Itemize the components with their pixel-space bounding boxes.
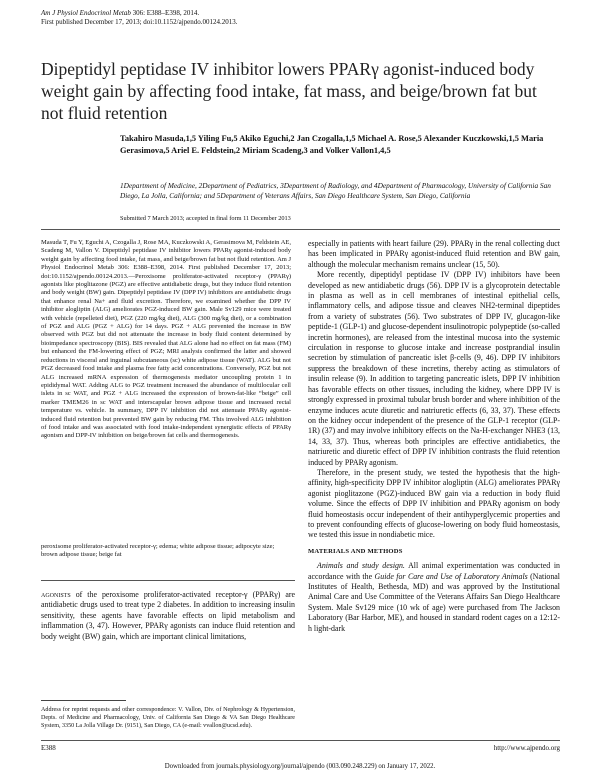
page-number: E388 bbox=[41, 744, 56, 752]
subsection-heading: Animals and study design. bbox=[317, 561, 405, 571]
footnote-rule bbox=[41, 700, 126, 701]
intro-paragraph: of the peroxisome proliferator-activated receptor-γ (PPARγ) are antidiabetic drugs used to treat type 2 diabetes. In addition to increasing insulin sensitivity, these agents have favorable effects on lipid metabolism and inflammation (3, 47). However, PPARγ agonists can induce fluid retention and body weight (BW) gain, which are important clinical limitations, bbox=[41, 590, 295, 641]
journal-link[interactable]: http://www.ajpendo.org bbox=[493, 744, 560, 752]
right-column bbox=[308, 239, 560, 634]
article-title: Dipeptidyl peptidase IV inhibitor lowers PPARγ agonist-induced body weight gain by affecting food intake, fat mass, and beige/brown fat but not fluid retention bbox=[41, 59, 537, 123]
divider bbox=[41, 740, 560, 741]
divider bbox=[41, 229, 560, 230]
journal-ref-tail: 306: E388–E398, 2014. bbox=[130, 9, 200, 17]
journal-ref: Am J Physiol Endocrinol Metab bbox=[41, 9, 131, 17]
keywords-text: peroxisome proliferator-activated receptor-γ; edema; white adipose tissue; adipocyte size; brown adipose tissue; beige fat bbox=[41, 543, 275, 559]
correspondence-footnote bbox=[41, 700, 295, 730]
guide-title: Guide for Care and Use of Laboratory Animals bbox=[374, 571, 528, 581]
methods-text-cont: (National Institutes of Health, Bethesda, MD) and was approved by the Institutional Animal Care and Use Committee of the Veterans Affairs San Diego Healthcare System. Male Sv129 mice (10 wk of age) were purchased from The Jackson Laboratory (Bar Harbor, ME), and housed in standard rodent cages on a 12:12-h light-dark bbox=[308, 571, 560, 633]
paragraph: More recently, dipeptidyl peptidase IV (DPP IV) inhibitors have been developed as new antidiabetic drugs (56). DPP IV is a glycoprotein detectable in plasma as well as in cell membranes of intestinal epithelial cells, inflammatory cells, and adipose tissue and cleaves NH2-terminal dipeptides from a variety of substrates (56). Two substrates of DPP IV, glucagon-like peptide-1 (GLP-1) and glucose-dependent insulinotropic polypeptide (so-called incretin hormones), are released from the intestinal mucosa into the systemic circulation in response to glucose intake and increase postprandial insulin secretion by stimulation of pancreatic islet β-cells (9, 46). DPP IV inhibitors suppress the breakdown of these incretins, thereby acting as stimulators of insulin release (9). In addition to targeting pancreatic islets, DPP IV inhibition has favorable effects on other tissues, including the kidney, where DPP IV is strongly expressed in proximal tubular brush border and where inhibition of the enzyme induces acute diuretic and natriuretic effects (6, 33, 37). These effects on the kidney occur independent of the presence of the GLP-1 receptor (GLP-1R) (37) and may involve inhibitory effects on the Na-H-exchanger NHE3 (13, 14, 33, 37). Thus, whereas both principles are effective antidiabetics, the natriuretic and diuretic effect of DPP IV inhibition contrasts the fluid retention induced by PPARγ agonism. bbox=[308, 270, 560, 467]
divider bbox=[41, 580, 295, 581]
download-notice: Downloaded from journals.physiology.org/journal/ajpendo (003.090.248.229) on January 17, 2022. bbox=[164, 763, 436, 770]
intro-first-word: agonists bbox=[41, 590, 71, 599]
abstract-text: Masuda T, Fu Y, Eguchi A, Czogalla J, Rose MA, Kuczkowski A, Gerasimova M, Feldstein AE, Scadeng M, Vallon V. Dipeptidyl peptidase IV inhibitor lowers PPARγ agonist-induced body weight gain by affecting food intake, fat mass, and beige/brown fat but not fluid retention. Am J Physiol Endocrinol Metab 306: E388–E398, 2014. First published December 17, 2013; doi:10.1152/ajpendo.00124.2013.—Peroxisome proliferator-activated receptor-γ (PPARγ) agonists like pioglitazone (PGZ) are effective antidiabetic drugs, but they induce fluid retention and body weight (BW) gain. Dipeptidyl peptidase IV (DPP IV) inhibitors are antidiabetic drugs that enhance renal Na+ and fluid excretion. Therefore, we examined whether the DPP IV inhibitor alogliptin (ALG) ameliorates PGZ-induced BW gain. Male Sv129 mice were treated with vehicle (repelleted diet), PGZ (220 mg/kg diet), ALG (300 mg/kg diet), or a combination of PGZ and ALG (PGZ + ALG) for 14 days. PGZ + ALG prevented the increase in BW observed with PGZ but did not attenuate the increase in body fluid content determined by bioimpedance spectroscopy (BIS). BIS revealed that ALG alone had no effect on fat mass (FM) but enhanced the FM-lowering effect of PGZ; MRI analysis confirmed the latter and showed reductions in visceral and inguinal subcutaneous (sc) white adipose tissue (WAT). ALG but not PGZ decreased food intake and plasma free fatty acid concentrations. Conversely, PGZ but not ALG increased mRNA expression of thermogenesis mediator uncoupling protein 1 in epididymal WAT. Adding ALG to PGZ treatment increased the abundance of multilocular cell islets in sc WAT, and PGZ + ALG increased the expression of brown-fat-like “beige” cell marker TMEM26 in sc WAT and interscapular brown adipose tissue and increased rectal temperature vs. vehicle. In summary, DPP IV inhibition did not attenuate PPARγ agonist-induced fluid retention but prevented BW gain by reducing FM. This involved ALG inhibition of food intake and was associated with food intake-independent synergistic effects of PPARγ agonism and DPP-IV inhibition on beige/brown fat cells and thermogenesis. bbox=[41, 239, 291, 440]
affiliations: 1Department of Medicine, 2Department of Pediatrics, 3Department of Radiology, and 4Department of Pharmacology, University of California San Diego, La Jolla, California; and 5Department of Veterans Affairs, San Diego Healthcare System, San Diego, California bbox=[120, 181, 551, 200]
abstract bbox=[41, 239, 291, 441]
keywords bbox=[41, 543, 291, 560]
submission-dates: Submitted 7 March 2013; accepted in final form 11 December 2013 bbox=[120, 215, 291, 222]
methods-text: All animal experimentation was conducted in accordance with the bbox=[308, 561, 560, 581]
publication-line: First published December 17, 2013; doi:10.1152/ajpendo.00124.2013. bbox=[41, 18, 238, 26]
paragraph: Therefore, in the present study, we tested the hypothesis that the high-affinity, high-specificity DPP IV inhibitor alogliptin (ALG) ameliorates PPARγ agonist pioglitazone (PGZ)-induced BW gain via a reduction in body fluid volume. Since the effects of DPP IV inhibition and PPARγ agonism on body fluid homeostasis occur independent of their antihyperglycemic properties and to prevent confounding effects of glucose-lowering on body fluid homeostasis, we tested this issue in nondiabetic mice. bbox=[308, 467, 560, 540]
paragraph: especially in patients with heart failure (29). PPARγ in the renal collecting duct has been implicated in PPARγ agonist-induced fluid retention and BW gain, although the molecular mechanism remains unclear (15, 50). bbox=[308, 239, 560, 269]
running-header bbox=[41, 9, 238, 27]
footnote-text: Address for reprint requests and other correspondence: V. Vallon, Div. of Nephrology & Hypertension, Depts. of Medicine and Pharmacology, Univ. of California San Diego & VA San Diego Healthcare System, 3350 La Jolla Village Dr. (9151), San Diego, CA (e-mail: vvallon@ucsd.edu). bbox=[41, 707, 295, 729]
introduction bbox=[41, 590, 295, 642]
author-list: Takahiro Masuda,1,5 Yiling Fu,5 Akiko Eguchi,2 Jan Czogalla,1,5 Michael A. Rose,5 Alexander Kuczkowski,1,5 Maria Gerasimova,5 Ariel E. Feldstein,2 Miriam Scadeng,3 and Volker Vallon1,4,5 bbox=[120, 134, 544, 155]
section-heading: MATERIALS AND METHODS bbox=[308, 547, 403, 555]
